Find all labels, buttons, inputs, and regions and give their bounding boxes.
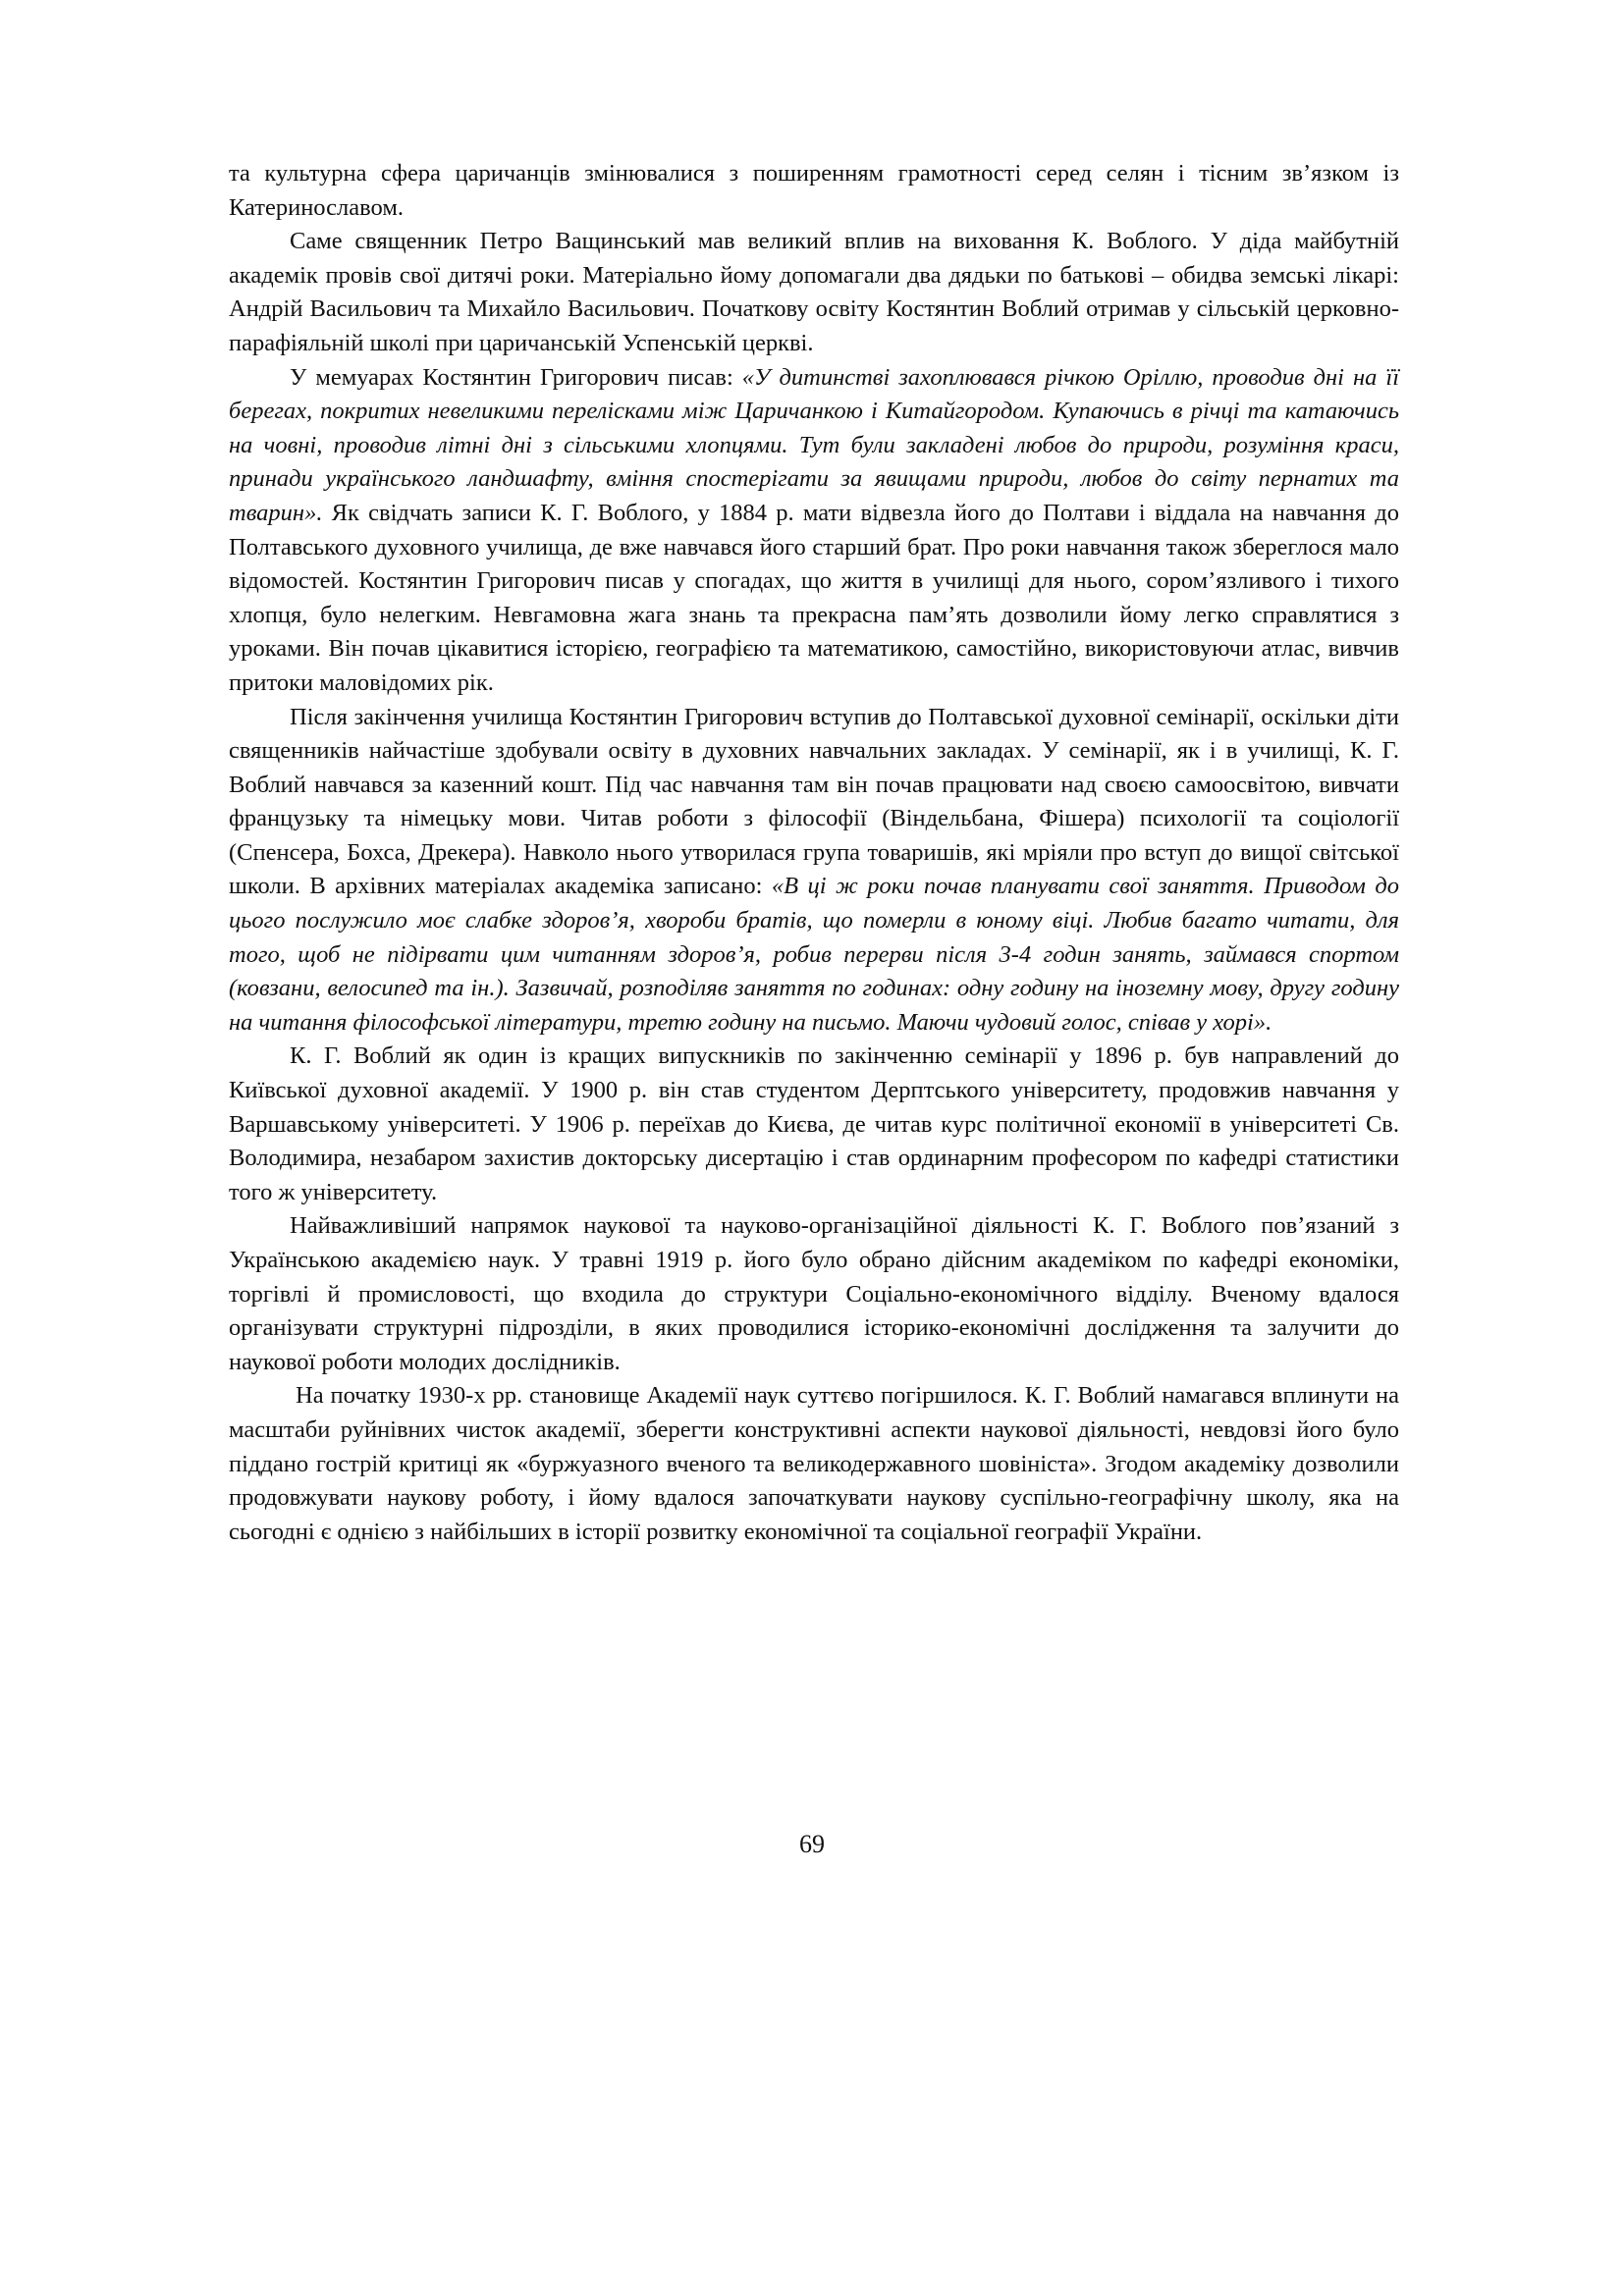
paragraph-1: та культурна сфера царичанців змінювалися з поширенням грамотності серед селян і тісним зв’язком із Катеринославом. [229, 160, 1399, 221]
page-body [229, 157, 1399, 1549]
paragraph-4 [229, 701, 1399, 1041]
paragraph-3 [229, 361, 1399, 701]
paragraph-4-intro: Після закінчення училища Костянтин Григорович вступив до Полтавської духовної семінарії, оскільки діти священників найчастіше здобували освіту в духовних навчальних закладах. У семінарії, як і в училищі, К. Г. Воблий навчався за казенний кошт. Під час навчання там він почав працювати над своєю самоосвітою, вивчати французьку та німецьку мови. Читав роботи з філософії (Віндельбана, Фішера) психології та соціології (Спенсера, Бохса, Дрекера). Навколо нього утворилася група товаришів, які мріяли про вступ до вищої світської школи. В архівних матеріалах академіка записано: [229, 703, 1399, 900]
paragraph-6: Найважливіший напрямок наукової та науково-організаційної діяльності К. Г. Воблого пов’язаний з Українською академією наук. У травні 1919 р. його було обрано дійсним академіком по кафедрі економіки, торгівлі й промисловості, що входила до структури Соціально-економічного відділу. Вченому вдалося організувати структурні підрозділи, в яких проводилися історико-економічні дослідження та залучити до наукової роботи молодих дослідників. [229, 1212, 1399, 1375]
page-number: 69 [799, 1830, 825, 1858]
paragraph-3-continuation: Як свідчать записи К. Г. Воблого, у 1884 р. мати відвезла його до Полтави і віддала на навчання до Полтавського духовного училища, де вже навчався його старший брат. Про роки навчання також збереглося мало відомостей. Костянтин Григорович писав у спогадах, що життя в училищі для нього, сором’язливого і тихого хлопця, було нелегким. Невгамовна жага знань та прекрасна пам’ять дозволили йому легко справлятися з уроками. Він почав цікавитися історією, географією та математикою, самостійно, використовуючи атлас, вивчив притоки маловідомих рік. [229, 499, 1399, 696]
memoir-quote-childhood: «У дитинстві захоплювався річкою Оріллю, проводив дні на її берегах, покритих невеликими перелісками між Царичанкою і Китайгородом. Купаючись в річці та катаючись на човні, проводив літні дні з сільськими хлопцями. Тут були закладені любов до природи, розуміння краси, принади українського ландшафту, вміння спостерігати за явищами природи, любов до світу пернатих та тварин». [229, 363, 1399, 526]
paragraph-2: Саме священник Петро Ващинський мав великий вплив на виховання К. Воблого. У діда майбутній академік провів свої дитячі роки. Матеріально йому допомагали два дядьки по батькові – обидва земські лікарі: Андрій Васильович та Михайло Васильович. Початкову освіту Костянтин Воблий отримав у сільській церковно-парафіяльній школі при царичанській Успенській церкві. [229, 228, 1399, 356]
paragraph-7: На початку 1930-х рр. становище Академії наук суттєво погіршилося. К. Г. Воблий намагався вплинути на масштаби руйнівних чисток академії, зберегти конструктивні аспекти наукової діяльності, невдовзі його було піддано гострій критиці як «буржуазного вченого та великодержавного шовініста». Згодом академіку дозволили продовжувати наукову роботу, і йому вдалося започаткувати наукову суспільно-географічну школу, яка на сьогодні є однією з найбільших в історії розвитку економічної та соціальної географії України. [229, 1382, 1399, 1545]
paragraph-5: К. Г. Воблий як один із кращих випускників по закінченню семінарії у 1896 р. був направлений до Київської духовної академії. У 1900 р. він став студентом Дерптського університету, продовжив навчання у Варшавському університеті. У 1906 р. переїхав до Києва, де читав курс політичної економії в університеті Св. Володимира, незабаром захистив докторську дисертацію і став ординарним професором по кафедрі статистики того ж університету. [229, 1042, 1399, 1205]
archive-quote-seminary: «В ці ж роки почав планувати свої заняття. Приводом до цього послужило моє слабке здоров’я, хвороби братів, що померли в юному віці. Любив багато читати, для того, щоб не підірвати цим читанням здоров’я, робив перерви після 3-4 годин занять, займався спортом (ковзани, велосипед та ін.). Зазвичай, розподіляв заняття по годинах: одну годину на іноземну мову, другу годину на читання філософської літератури, третю годину на письмо. Маючи чудовий голос, співав у хорі». [229, 873, 1399, 1036]
paragraph-3-intro: У мемуарах Костянтин Григорович писав: [290, 363, 742, 391]
